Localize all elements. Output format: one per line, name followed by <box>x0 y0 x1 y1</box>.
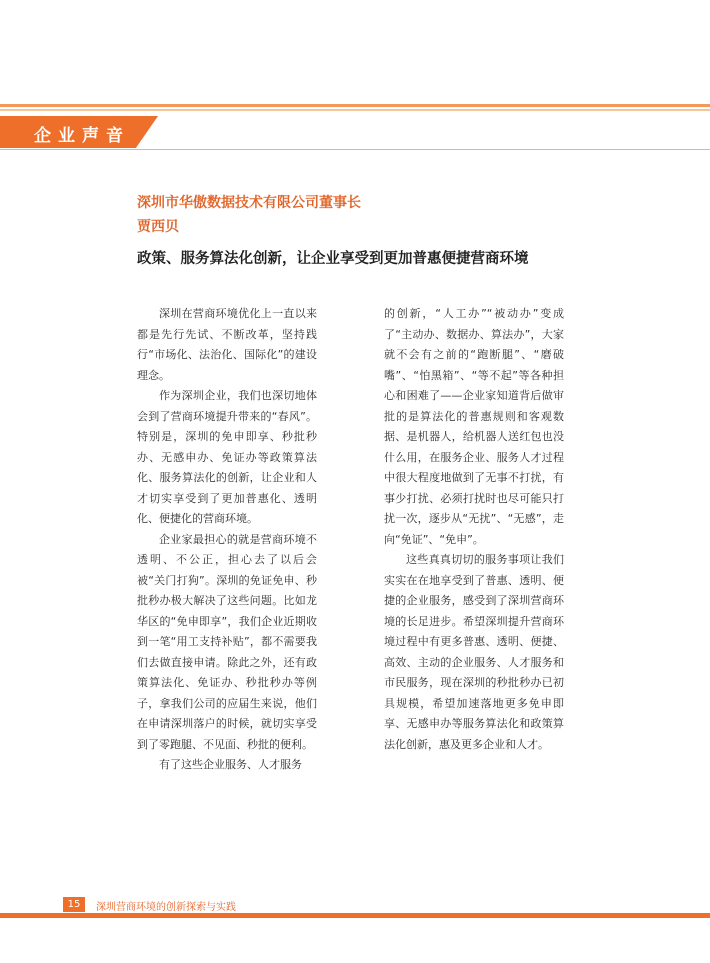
stripe-secondary <box>0 109 710 111</box>
body-column-right <box>384 304 564 755</box>
paragraph: 企业家最担心的就是营商环境不透明、不公正，担心去了以后会被“关门打狗”。深圳的免证免申、秒批秒办极大解决了这些问题。比如龙华区的“免申即享”，我们企业近期收到一笔“用工支持补贴”，都不需要我们去做直接申请。除此之外，还有政策算法化、免证办、秒批秒办等例子，拿我们公司的应届生来说，他们在申请深圳落户的时候，就切实享受到了零跑腿、不见面、秒批的便利。 <box>137 532 317 751</box>
body-column-left <box>137 304 317 776</box>
paragraph: 作为深圳企业，我们也深切地体会到了营商环境提升带来的“春风”。特别是，深圳的免申即享、秒批秒办、无感申办、免证办等政策算法化、服务算法化的创新，让企业和人才切实享受到了更加普惠化、透明化、便捷化的营商环境。 <box>137 389 317 525</box>
paragraph: 有了这些企业服务、人才服务 <box>159 758 302 771</box>
publication-title: 深圳营商环境的创新探索与实践 <box>96 902 236 913</box>
paragraph: 深圳在营商环境优化上一直以来都是先行先试、不断改革，坚持践行“市场化、法治化、国际化”的建设理念。 <box>137 307 317 382</box>
stripe-primary <box>0 104 710 107</box>
page-number: 15 <box>63 897 85 912</box>
paragraph: 这些真真切切的服务事项让我们实实在在地享受到了普惠、透明、便捷的企业服务，感受到了深圳营商环境的长足进步。希望深圳提升营商环境过程中有更多普惠、透明、便捷、高效、主动的企业服务、人才服务和市民服务，现在深圳的秒批秒办已初具规模，希望加速落地更多免申即享、无感申办等服务算法化和政策算法化创新，惠及更多企业和人才。 <box>384 553 564 751</box>
banner-divider <box>0 149 710 150</box>
author-company: 深圳市华傲数据技术有限公司董事长 <box>137 195 361 211</box>
article-title: 政策、服务算法化创新，让企业享受到更加普惠便捷营商环境 <box>137 251 529 267</box>
author-name: 贾西贝 <box>137 219 179 235</box>
section-title: 企业声音 <box>34 126 130 146</box>
paragraph-continued: 的创新，“人工办”“被动办”变成了“主动办、数据办、算法办”，大家就不会有之前的“跑断腿”、“磨破嘴”、“怕黑箱”、“等不起”等各种担心和困难了——企业家知道背后做审批的是算法化的普惠规则和客观数据、是机器人，给机器人送红包也没什么用，在服务企业、服务人才过程中很大程度地做到了无事不打扰，有事少打扰、必须打扰时也尽可能只打扰一次，逐步从“无扰”、“无感”，走向“免证”、“免申”。 <box>384 307 564 546</box>
footer-bar <box>0 913 710 918</box>
top-decor-stripes <box>0 104 710 114</box>
